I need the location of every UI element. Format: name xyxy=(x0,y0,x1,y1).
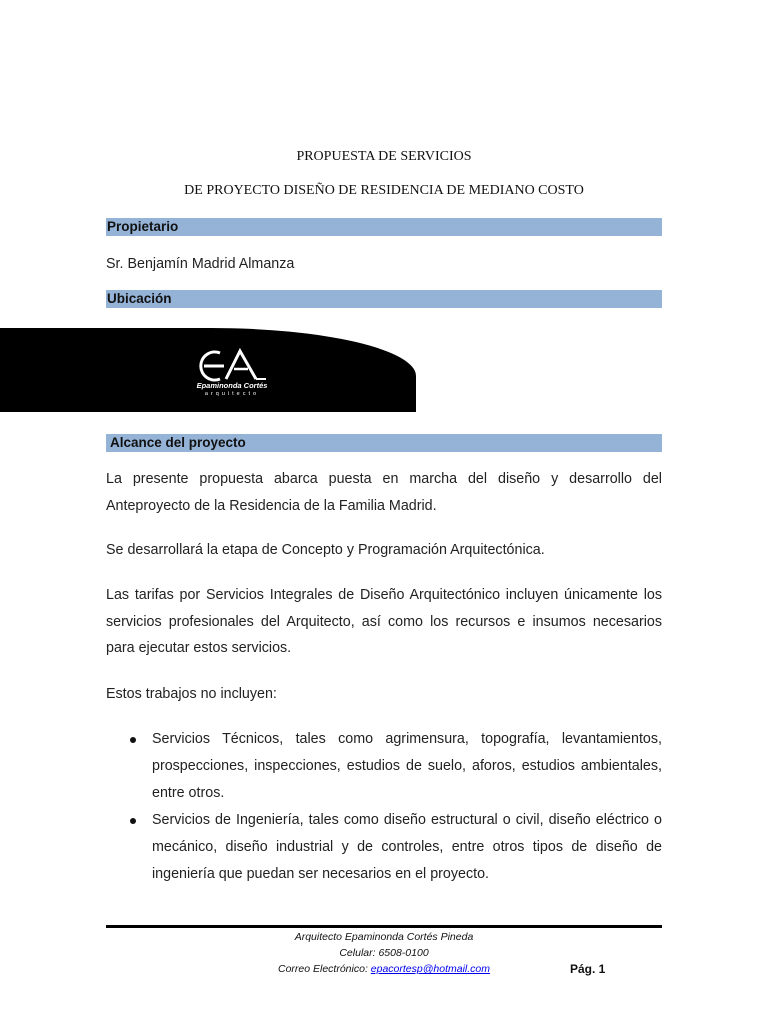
document-subtitle: DE PROYECTO DISEÑO DE RESIDENCIA DE MEDIANO COSTO xyxy=(184,183,584,198)
owner-heading: Propietario xyxy=(106,218,662,236)
list-item xyxy=(106,807,662,888)
footer-phone: Celular: 6508-0100 xyxy=(339,947,429,959)
scope-paragraph-4: Estos trabajos no incluyen: xyxy=(106,686,277,702)
exclusion-engineering: Servicios de Ingeniería, tales como diseño estructural o civil, diseño eléctrico o mecánico, diseño industrial y de controles, entre otros tipos de diseño de ingeniería que puedan ser necesarios en el proyecto. xyxy=(152,812,662,882)
logo-name: Epaminonda Cortés xyxy=(196,381,268,390)
list-item xyxy=(106,726,662,807)
document-title: PROPUESTA DE SERVICIOS xyxy=(296,149,472,164)
footer-email-link[interactable]: epacortesp@hotmail.com xyxy=(370,963,490,975)
bullet-icon xyxy=(130,737,136,743)
owner-name: Sr. Benjamín Madrid Almanza xyxy=(106,256,295,272)
scope-heading: Alcance del proyecto xyxy=(106,434,662,452)
footer-email-line xyxy=(150,963,618,975)
scope-paragraph-2: Se desarrollará la etapa de Concepto y Programación Arquitectónica. xyxy=(106,542,545,558)
footer-email-label: Correo Electrónico: xyxy=(277,963,371,975)
exclusions-list xyxy=(106,726,662,888)
bullet-icon xyxy=(130,818,136,824)
location-heading: Ubicación xyxy=(106,290,662,308)
scope-paragraph-1: La presente propuesta abarca puesta en marcha del diseño y desarrollo del Anteproyecto de la Residencia de la Familia Madrid. xyxy=(106,471,662,514)
footer-architect: Arquitecto Epaminonda Cortés Pineda xyxy=(294,931,474,943)
scope-paragraph-3: Las tarifas por Servicios Integrales de Diseño Arquitectónico incluyen únicamente los servicios profesionales del Arquitecto, así como los recursos e insumos necesarios para ejecutar estos servicios. xyxy=(106,587,662,656)
exclusion-technical: Servicios Técnicos, tales como agrimensura, topografía, levantamientos, prospecciones, inspecciones, estudios de suelo, aforos, estudios ambientales, entre otros. xyxy=(152,731,662,801)
footer-divider xyxy=(106,925,662,928)
logo-subtitle: arquitecto xyxy=(204,391,260,397)
page-number: Pág. 1 xyxy=(570,962,606,976)
